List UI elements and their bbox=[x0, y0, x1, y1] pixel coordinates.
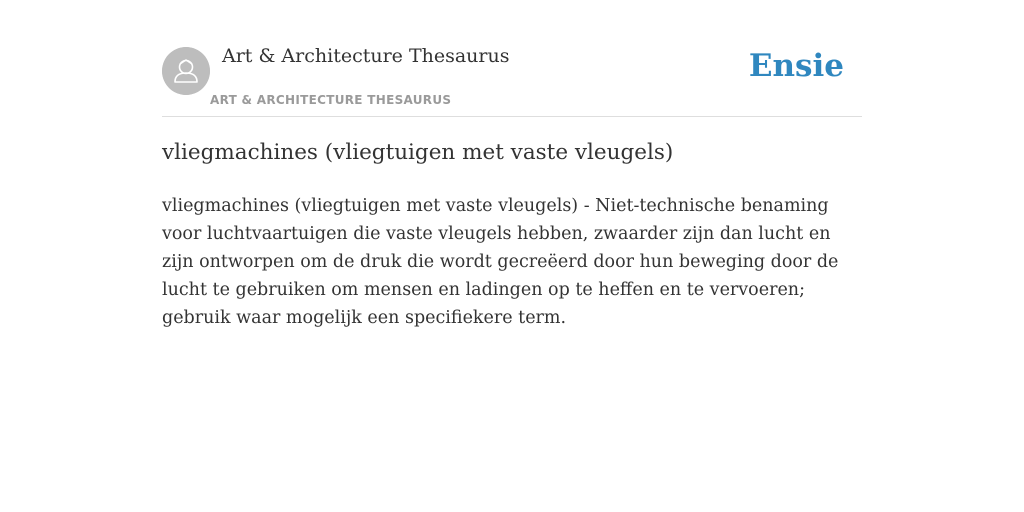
entry-definition: vliegmachines (vliegtuigen met vaste vleugels) - Niet-technische benaming voor luchtvaartuigen die vaste vleugels hebben, zwaarder zijn dan lucht en zijn ontworpen om de druk die wordt gecreëerd door hun beweging door de lucht te gebruiken om mensen en ladingen op te heffen en te vervoeren; gebruik waar mogelijk een specifiekere term. bbox=[162, 196, 839, 328]
author-subtitle: ART & ARCHITECTURE THESAURUS bbox=[210, 93, 452, 107]
user-silhouette-icon bbox=[162, 47, 210, 95]
entry-title: vliegmachines (vliegtuigen met vaste vleugels) bbox=[162, 140, 674, 165]
author-avatar[interactable] bbox=[162, 47, 210, 95]
brand-logo[interactable]: Ensie bbox=[748, 48, 844, 84]
author-name-link[interactable]: Art & Architecture Thesaurus bbox=[222, 45, 510, 67]
entry-header bbox=[162, 0, 862, 117]
content-container bbox=[162, 0, 862, 328]
